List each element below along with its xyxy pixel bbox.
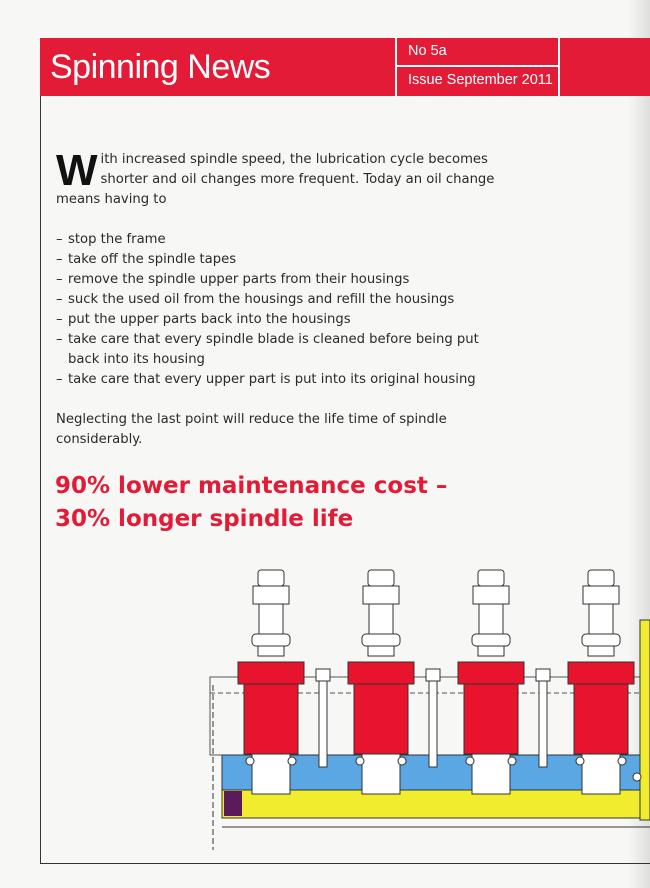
spindle-unit <box>458 570 524 794</box>
issue-date: Issue September 2011 <box>408 72 553 88</box>
right-frame-part <box>640 620 650 820</box>
purple-block <box>224 791 242 816</box>
list-item: – put the upper parts back into the housings <box>56 310 496 330</box>
bolt <box>426 669 440 767</box>
list-item: – take care that every upper part is put into its original housing <box>56 370 496 390</box>
spindle-unit <box>238 570 304 794</box>
spindle-rail-diagram <box>200 565 650 855</box>
spindle-unit <box>348 570 414 794</box>
closing-paragraph: Neglecting the last point will reduce the life time of spindle considerably. <box>56 412 447 447</box>
intro-paragraph <box>56 146 496 210</box>
masthead-divider <box>558 38 560 96</box>
publication-title: Spinning News <box>50 48 271 86</box>
bolt <box>536 669 550 767</box>
fastener <box>633 773 641 781</box>
masthead-divider <box>396 65 558 67</box>
list-item: – stop the frame <box>56 230 496 250</box>
drop-cap: W <box>56 146 98 195</box>
headline <box>55 470 447 536</box>
list-item: – take care that every spindle blade is cleaned before being put back into its housing <box>56 330 496 370</box>
article-body <box>56 146 496 450</box>
headline-line-1: 90% lower maintenance cost – <box>55 473 448 499</box>
issue-number: No 5a <box>408 43 447 59</box>
masthead-divider <box>395 38 397 96</box>
list-item: – take off the spindle tapes <box>56 250 496 270</box>
spindle-unit <box>568 570 634 794</box>
masthead <box>40 38 650 96</box>
list-item: – suck the used oil from the housings and refill the housings <box>56 290 496 310</box>
bolt <box>316 669 330 767</box>
intro-text: ith increased spindle speed, the lubrication cycle becomes shorter and oil changes more frequent. Today an oil change means having to <box>56 152 495 207</box>
oil-change-steps <box>56 230 496 390</box>
headline-line-2: 30% longer spindle life <box>55 506 354 532</box>
list-item: – remove the spindle upper parts from their housings <box>56 270 496 290</box>
